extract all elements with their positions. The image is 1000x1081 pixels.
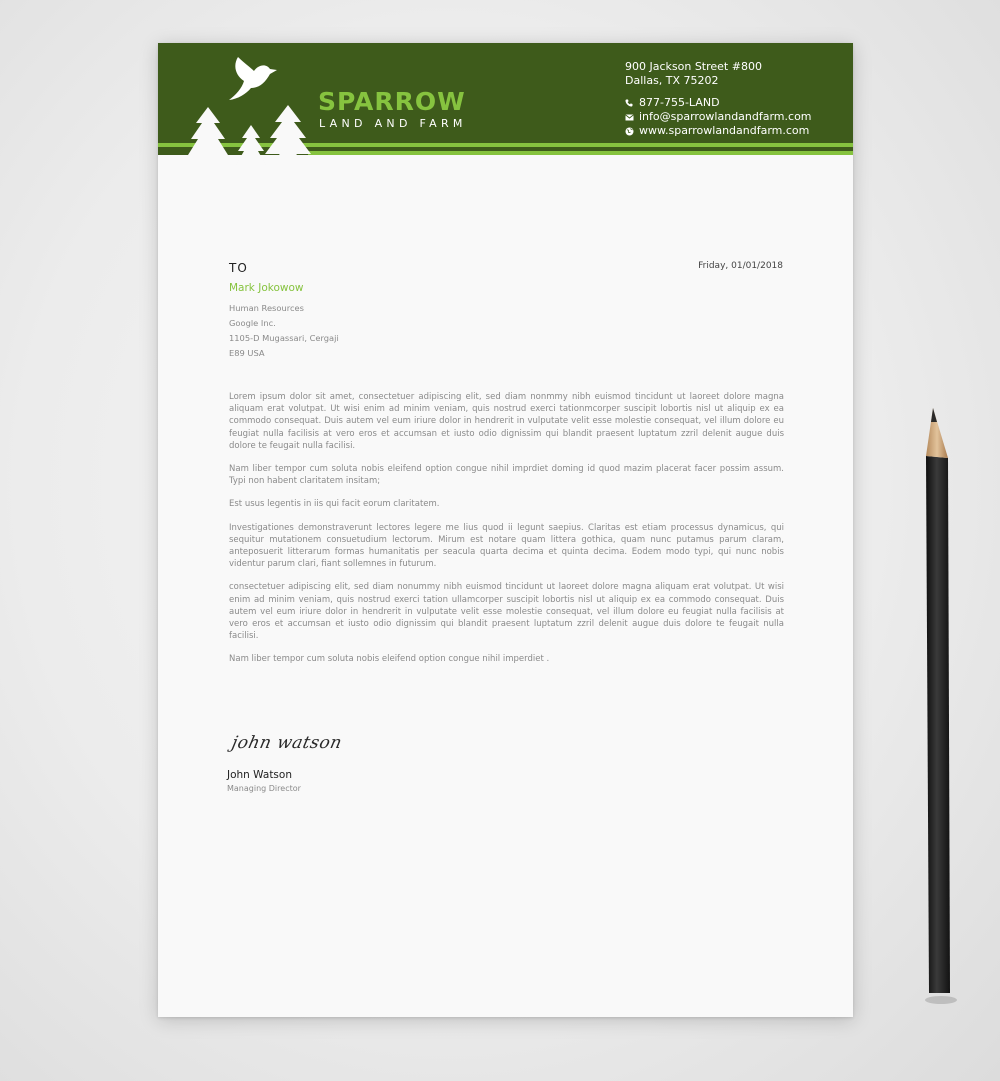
- letter-date: Friday, 01/01/2018: [698, 261, 783, 271]
- recipient-block: [229, 261, 339, 358]
- brand-name: SPARROW: [318, 87, 466, 116]
- recipient-department: Human Resources: [229, 303, 304, 313]
- body-paragraph: Est usus legentis in iis qui facit eorum claritatem.: [229, 499, 440, 510]
- body-paragraph: consectetuer adipiscing elit, sed diam nonummy nibh euismod tincidunt ut laoreet dolore magna aliquam erat volutpat. Ut wisi enim ad minim veniam, quis nostrud exerci tation ullamcorper suscipit lobortis nisl ut aliquip ex ea commodo consequat. Duis autem vel eum iriure dolor in hendrerit in vulputate velit esse molestie consequat, vel illum dolore eu feugiat nulla facilisis at vero eros et accumsan et iusto odio dignissim qui blandit praesent luptatum zzril delenit augue duis dolore te feugait nulla facilisi.: [229, 582, 784, 642]
- brand-tagline: LAND AND FARM: [319, 117, 467, 130]
- letter-body: [229, 391, 784, 677]
- recipient-name: Mark Jokowow: [229, 282, 304, 294]
- signer-title: Managing Director: [227, 784, 301, 793]
- recipient-company: Google Inc.: [229, 318, 276, 328]
- globe-icon: [625, 127, 639, 136]
- recipient-address-line-1: 1105-D Mugassari, Cergaji: [229, 333, 339, 343]
- contact-website[interactable]: www.sparrowlandandfarm.com: [639, 124, 810, 137]
- body-paragraph: Investigationes demonstraverunt lectores legere me lius quod ii legunt saepius. Claritas est etiam processus dynamicus, qui sequitur mutationem consuetudium lectorum. Mirum est notare quam littera gothica, quam nunc putamus parum claram, anteposuerit litterarum formas humanitatis per seacula quarta decima et quinta decima. Eodem modo typi, qui nunc nobis videntur parum clari, fiant sollemnes in futurum.: [229, 522, 784, 570]
- signer-name: John Watson: [227, 769, 292, 781]
- mail-icon: [625, 114, 639, 121]
- contact-block: [625, 60, 812, 138]
- handwritten-signature: john watson: [229, 733, 344, 753]
- contact-email-row: [625, 110, 812, 124]
- recipient-address-line-2: E89 USA: [229, 348, 265, 358]
- address-line-1: 900 Jackson Street #800: [625, 60, 762, 73]
- contact-website-row: [625, 124, 812, 138]
- accent-stripe-top: [158, 143, 853, 147]
- contact-phone[interactable]: 877-755-LAND: [639, 96, 720, 109]
- body-paragraph: Nam liber tempor cum soluta nobis eleifend option congue nihil imperdiet .: [229, 654, 550, 665]
- body-paragraph: Nam liber tempor cum soluta nobis eleifend option congue nihil imprdiet doming id quod mazim placerat facer possim assum. Typi non habent claritatem insitam;: [229, 464, 784, 487]
- contact-email[interactable]: info@sparrowlandandfarm.com: [639, 110, 812, 123]
- pine-tree-icon: [188, 105, 311, 172]
- accent-stripe-bottom: [308, 151, 853, 155]
- letterhead-paper: [158, 43, 853, 1017]
- contact-phone-row: [625, 96, 812, 110]
- pencil-body: [926, 456, 950, 993]
- to-label: TO: [229, 261, 248, 275]
- phone-icon: [625, 99, 639, 107]
- body-paragraph: Lorem ipsum dolor sit amet, consectetuer adipiscing elit, sed diam nonmmy nibh euismod tincidunt ut laoreet dolore magna aliquam erat volutpat. Ut wisi enim ad minim veniam, quis nostrud exerci tationmcorper suscipit lobortis nisl ut aliquip ex ea commodo consequat. Duis autem vel eum iriure dolor in hendrerit in vulputate velit esse molestie consequat, vel illum dolore eu feugiat nulla facilisis at vero eros et accumsan et iusto odio dignissim qui blandit praesent luptatum zzril delenit augue duis dolore te feugait nulla facilisi.: [229, 392, 784, 451]
- pencil-wood-tip: [926, 408, 948, 458]
- address-line-2: Dallas, TX 75202: [625, 74, 719, 87]
- pencil-lead: [931, 408, 937, 422]
